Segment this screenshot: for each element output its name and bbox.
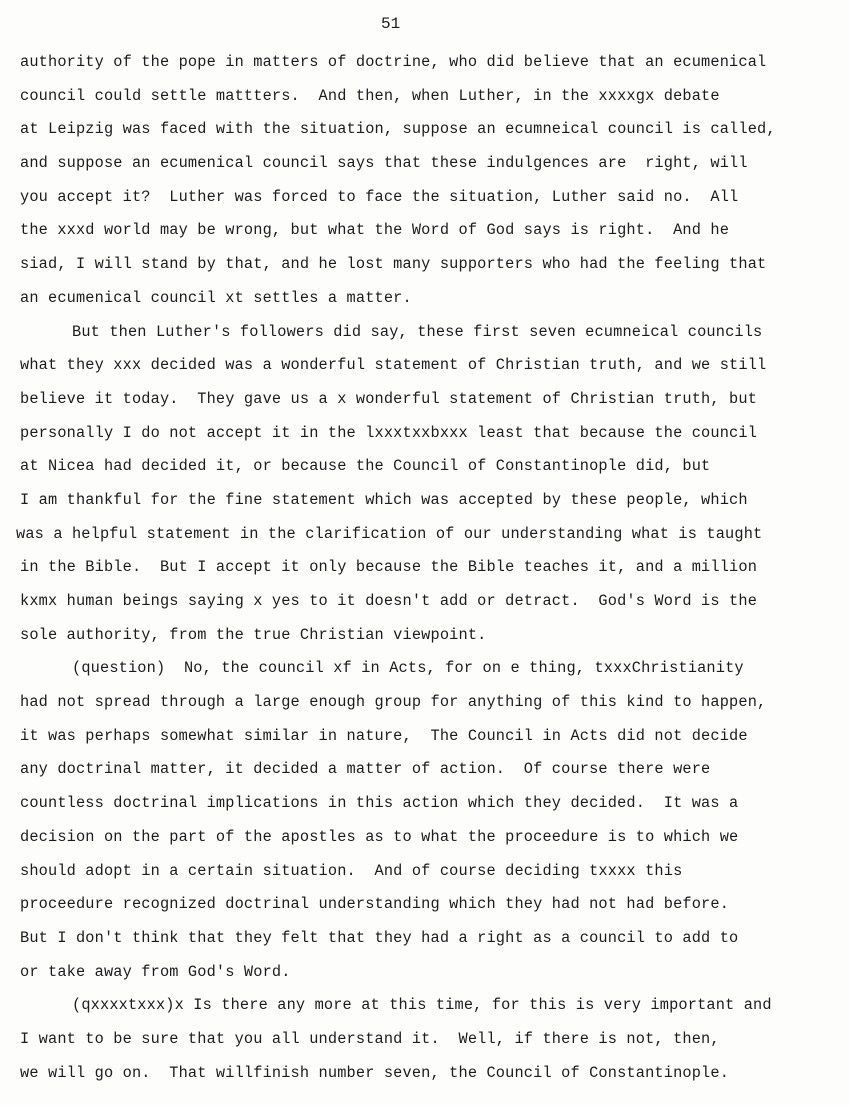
body-text	[16, 46, 835, 1090]
text-line: we will go on. That willfinish number seven, the Council of Constantinople.	[20, 1063, 730, 1082]
text-line: was a helpful statement in the clarification of our understanding what is taught	[16, 524, 763, 543]
text-line: what they xxx decided was a wonderful statement of Christian truth, and we still	[20, 356, 767, 375]
page-number: 51	[381, 15, 401, 33]
text-line: an ecumenical council xt settles a matter.	[20, 288, 412, 307]
text-line: I want to be sure that you all understand it. Well, if there is not, then,	[20, 1029, 720, 1048]
text-line: council could settle mattters. And then, when Luther, in the xxxxgx debate	[20, 86, 720, 105]
text-line: sole authority, from the true Christian viewpoint.	[20, 625, 487, 644]
text-line: believe it today. They gave us a x wonderful statement of Christian truth, but	[20, 389, 758, 408]
text-line: had not spread through a large enough group for anything of this kind to happen,	[20, 693, 767, 712]
text-line: But then Luther's followers did say, these first seven ecumneical councils	[72, 322, 763, 341]
text-line: countless doctrinal implications in this action which they decided. It was a	[20, 794, 739, 813]
text-line: and suppose an ecumenical council says that these indulgences are right, will	[20, 154, 748, 173]
text-line: any doctrinal matter, it decided a matter of action. Of course there were	[20, 760, 711, 779]
text-line: personally I do not accept it in the lxxxtxxbxxx least that because the council	[20, 423, 758, 442]
text-line: proceedure recognized doctrinal understanding which they had not had before.	[20, 895, 730, 914]
text-line: decision on the part of the apostles as to what the proceedure is to which we	[20, 827, 739, 846]
text-line: authority of the pope in matters of doctrine, who did believe that an ecumenical	[20, 53, 767, 71]
text-line: at Leipzig was faced with the situation, suppose an ecumneical council is called,	[20, 120, 776, 139]
text-line: siad, I will stand by that, and he lost many supporters who had the feeling that	[20, 255, 767, 274]
text-line: But I don't think that they felt that they had a right as a council to add to	[20, 928, 739, 947]
text-line: the xxxd world may be wrong, but what the Word of God says is right. And he	[20, 221, 730, 240]
text-line: it was perhaps somewhat similar in nature, The Council in Acts did not decide	[20, 726, 748, 745]
text-line: you accept it? Luther was forced to face the situation, Luther said no. All	[20, 187, 739, 206]
text-line: kxmx human beings saying x yes to it doesn't add or detract. God's Word is the	[20, 592, 758, 610]
text-line: at Nicea had decided it, or because the Council of Constantinople did, but	[20, 457, 711, 476]
text-line: should adopt in a certain situation. And of course deciding txxxx this	[20, 861, 683, 880]
text-line: in the Bible. But I accept it only because the Bible teaches it, and a million	[20, 558, 758, 577]
text-line: or take away from God's Word.	[20, 962, 291, 981]
text-line: (question) No, the council xf in Acts, for on e thing, txxxChristianity	[72, 659, 744, 678]
text-line: I am thankful for the fine statement which was accepted by these people, which	[20, 490, 748, 509]
text-line: (qxxxxtxxx)x Is there any more at this time, for this is very important and	[72, 996, 772, 1015]
